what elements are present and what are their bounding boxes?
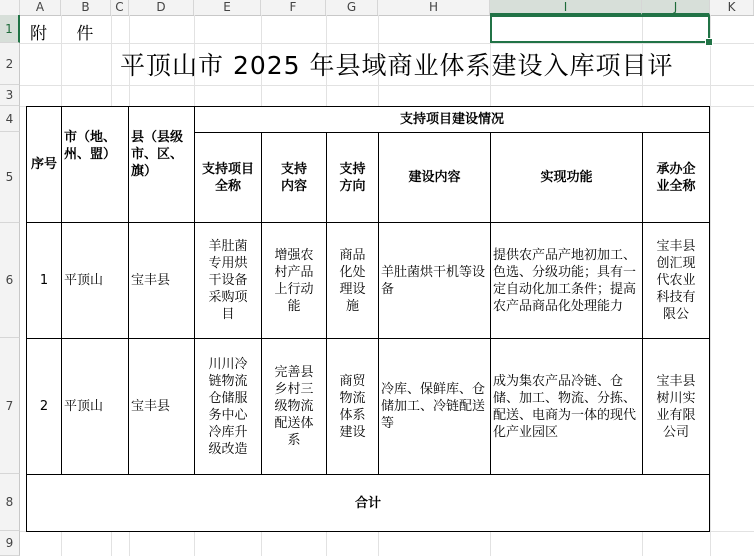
row1-city: 平顶山 <box>61 222 129 339</box>
total-row: 合计 <box>26 474 710 532</box>
column-header-g[interactable]: G <box>326 0 378 15</box>
row-header-3[interactable]: 3 <box>0 85 20 106</box>
row2-county: 宝丰县 <box>128 338 195 475</box>
column-header-b[interactable]: B <box>61 0 111 15</box>
column-header-e[interactable]: E <box>194 0 261 15</box>
row2-function: 成为集农产品冷链、仓储、加工、物流、分拣、配送、电商为一体的现代化产业园区 <box>490 338 643 475</box>
header-content: 支持内容 <box>261 132 327 223</box>
header-construction: 建设内容 <box>378 132 491 223</box>
row2-content: 完善县乡村三级物流配送体系 <box>261 338 327 475</box>
row1-construction: 羊肚菌烘干机等设备 <box>378 222 491 339</box>
header-group: 支持项目建设情况 <box>194 106 710 133</box>
row2-company: 宝丰县树川实业有限公司 <box>642 338 710 475</box>
row2-seq: 2 <box>26 338 62 475</box>
row2-construction: 冷库、保鲜库、仓储加工、冷链配送等 <box>378 338 491 475</box>
row1-company: 宝丰县创汇现代农业科技有限公 <box>642 222 710 339</box>
header-seq: 序号 <box>26 106 62 223</box>
column-header-c[interactable]: C <box>111 0 129 15</box>
row2-direction: 商贸物流体系建设 <box>326 338 379 475</box>
row-header-2[interactable]: 2 <box>0 43 20 85</box>
header-county: 县（县级市、区、旗） <box>128 106 195 223</box>
column-header-bar <box>0 0 754 16</box>
header-direction: 支持方向 <box>326 132 379 223</box>
row-header-6[interactable]: 6 <box>0 223 20 338</box>
row-header-9[interactable]: 9 <box>0 531 20 556</box>
header-company: 承办企业全称 <box>642 132 710 223</box>
header-function: 实现功能 <box>490 132 643 223</box>
row1-function: 提供农产品产地初加工、色选、分级功能；具有一定自动化加工条件；提高农产品商品化处理能力 <box>490 222 643 339</box>
row-header-8[interactable]: 8 <box>0 474 20 531</box>
fill-handle[interactable] <box>705 38 713 46</box>
sheet-title: 平顶山市 2025 年县域商业体系建设入库项目评 <box>120 51 674 80</box>
column-header-k[interactable]: K <box>710 0 754 15</box>
row-header-5[interactable]: 5 <box>0 132 20 223</box>
header-city: 市（地、州、盟） <box>61 106 129 223</box>
cell-selection[interactable] <box>490 15 710 43</box>
row-header-7[interactable]: 7 <box>0 338 20 474</box>
row1-seq: 1 <box>26 222 62 339</box>
select-all-corner[interactable] <box>0 0 20 15</box>
row1-project-name: 羊肚菌专用烘干设备采购项目 <box>194 222 262 339</box>
row-header-4[interactable]: 4 <box>0 106 20 132</box>
row1-direction: 商品化处理设施 <box>326 222 379 339</box>
column-header-h[interactable]: H <box>378 0 490 15</box>
column-header-j[interactable]: J <box>642 0 710 15</box>
row1-county: 宝丰县 <box>128 222 195 339</box>
column-header-a[interactable]: A <box>20 0 61 15</box>
row2-city: 平顶山 <box>61 338 129 475</box>
attachment-label: 附 件 <box>30 24 106 44</box>
column-header-i[interactable]: I <box>490 0 642 15</box>
column-header-f[interactable]: F <box>261 0 326 15</box>
column-header-d[interactable]: D <box>129 0 194 15</box>
row2-project-name: 川川冷链物流仓储服务中心冷库升级改造 <box>194 338 262 475</box>
row-header-1[interactable]: 1 <box>0 15 20 43</box>
header-project-name: 支持项目全称 <box>194 132 262 223</box>
row1-content: 增强农村产品上行动能 <box>261 222 327 339</box>
